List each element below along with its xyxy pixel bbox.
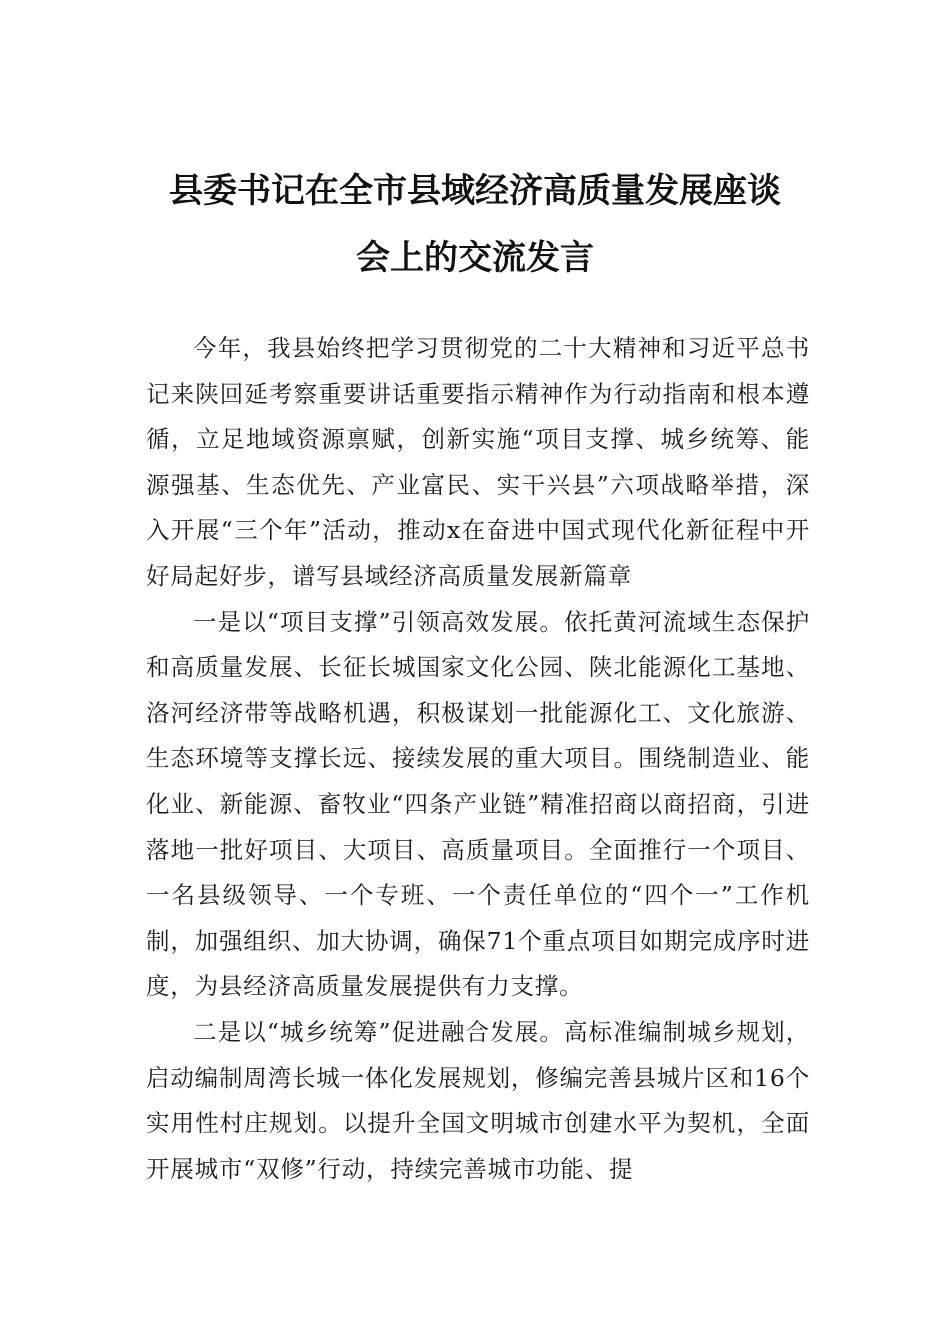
paragraph-urban-rural: 二是以“城乡统筹”促进融合发展。高标准编制城乡规划，启动编制周湾长城一体化发展规划，修编完善县城片区和16个实用性村庄规划。以提升全国文明城市创建水平为契机，全面开展城市“双修”行动，持续完善城市功能、提 [146, 1017, 810, 1183]
paragraph-intro: 今年，我县始终把学习贯彻党的二十大精神和习近平总书记来陕回延考察重要讲话重要指示精神作为行动指南和根本遵循，立足地域资源禀赋，创新实施“项目支撑、城乡统筹、能源强基、生态优先、产业富民、实干兴县”六项战略举措，深入开展“三个年”活动，推动x在奋进中国式现代化新征程中开好局起好步，谱写县域经济高质量发展新篇章 [146, 334, 810, 590]
paragraph-project-support: 一是以“项目支撑”引领高效发展。依托黄河流域生态保护和高质量发展、长征长城国家文化公园、陕北能源化工基地、洛河经济带等战略机遇，积极谋划一批能源化工、文化旅游、生态环境等支撑长远、接续发展的重大项目。围绕制造业、能化业、新能源、畜牧业“四条产业链”精准招商以商招商，引进落地一批好项目、大项目、高质量项目。全面推行一个项目、一名县级领导、一个专班、一个责任单位的“四个一”工作机制，加强组织、加大协调，确保71个重点项目如期完成序时进度，为县经济高质量发展提供有力支撑。 [146, 607, 810, 1001]
document-body [146, 326, 810, 1192]
document-title-line-1: 县委书记在全市县域经济高质量发展座谈 [169, 171, 781, 211]
document-title-line-2: 会上的交流发言 [356, 238, 594, 278]
